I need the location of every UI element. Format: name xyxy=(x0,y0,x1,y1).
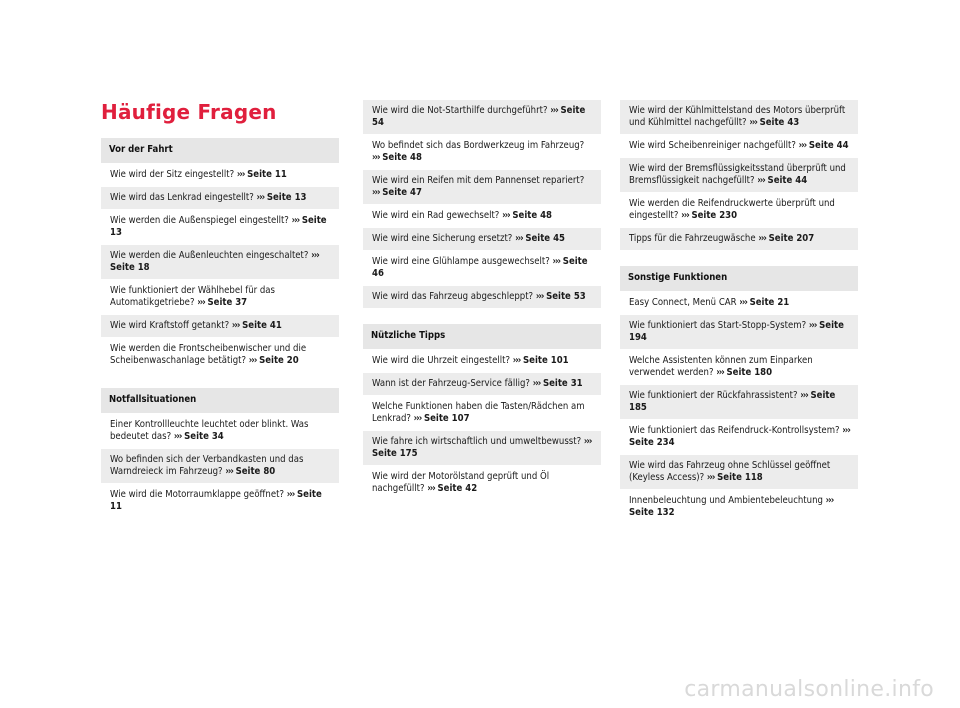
faq-item[interactable] xyxy=(101,484,339,518)
section-header: Nützliche Tipps xyxy=(363,324,601,349)
faq-item[interactable] xyxy=(363,228,601,250)
faq-item[interactable] xyxy=(620,158,858,192)
page-ref-arrow-icon: ››› xyxy=(706,472,715,483)
faq-question: Wie werden die Frontscheibenwischer und die Scheibenwaschanlage betätigt? xyxy=(110,343,307,366)
page-ref-arrow-icon: ››› xyxy=(583,436,592,447)
faq-section xyxy=(620,266,858,524)
faq-item[interactable] xyxy=(363,251,601,285)
faq-item[interactable] xyxy=(620,315,858,349)
page-ref-arrow-icon: ››› xyxy=(681,210,689,221)
faq-item[interactable] xyxy=(620,135,858,157)
faq-item[interactable] xyxy=(101,187,339,209)
page-reference-link[interactable]: Seite 20 xyxy=(259,355,299,366)
faq-item[interactable] xyxy=(363,396,601,430)
page-ref-arrow-icon: ››› xyxy=(372,152,380,163)
page-ref-arrow-icon: ››› xyxy=(532,378,541,389)
column-3 xyxy=(620,100,858,540)
section-header: Sonstige Funktionen xyxy=(620,266,858,291)
faq-item[interactable] xyxy=(101,338,339,372)
faq-item[interactable] xyxy=(620,455,858,489)
faq-section xyxy=(101,138,339,372)
page-reference-link[interactable]: Seite 185 xyxy=(629,390,836,413)
page-ref-arrow-icon: ››› xyxy=(739,297,747,308)
page-ref-arrow-icon: ››› xyxy=(798,140,807,151)
page-reference-link[interactable]: Seite 207 xyxy=(768,233,815,244)
page-reference-link[interactable]: Seite 11 xyxy=(247,169,287,180)
page-reference-link[interactable]: Seite 45 xyxy=(525,233,565,244)
page-ref-arrow-icon: ››› xyxy=(197,297,205,308)
page-ref-arrow-icon: ››› xyxy=(413,413,422,424)
faq-section xyxy=(363,324,601,500)
page-ref-arrow-icon: ››› xyxy=(291,215,300,226)
faq-question: Wie wird ein Reifen mit dem Pannenset repariert? xyxy=(372,175,585,186)
faq-question: Wie wird eine Sicherung ersetzt? xyxy=(372,233,513,244)
page-ref-arrow-icon: ››› xyxy=(173,431,182,442)
page-reference-link[interactable]: Seite 43 xyxy=(759,117,800,128)
faq-item[interactable] xyxy=(363,205,601,227)
column-2 xyxy=(363,100,601,516)
page-title: Häufige Fragen xyxy=(101,100,277,124)
faq-question: Wie werden die Reifendruckwerte überprüft und eingestellt? xyxy=(629,198,835,221)
faq-item[interactable] xyxy=(620,420,858,454)
faq-question: Tipps für die Fahrzeugwäsche xyxy=(629,233,756,244)
faq-question: Wie wird der Motorölstand geprüft und Öl nachgefüllt? xyxy=(372,471,550,494)
section-header: Notfallsituationen xyxy=(101,388,339,413)
faq-question: Wie wird der Kühlmittelstand des Motors überprüft und Kühlmittel nachgefüllt? xyxy=(629,105,846,128)
faq-question: Wie wird das Fahrzeug abgeschleppt? xyxy=(372,291,534,302)
faq-question: Einer Kontrollleuchte leuchtet oder blinkt. Was bedeutet das? xyxy=(110,419,309,442)
faq-question: Wie wird die Motorraumklappe geöffnet? xyxy=(110,489,284,500)
faq-section xyxy=(101,388,339,518)
page-ref-arrow-icon: ››› xyxy=(225,466,233,477)
page-ref-arrow-icon: ››› xyxy=(535,291,544,302)
page-reference-link[interactable]: Seite 194 xyxy=(629,320,844,343)
faq-item[interactable] xyxy=(101,164,339,186)
faq-question: Wo befinden sich der Verbandkasten und das Warndreieck im Fahrzeug? xyxy=(110,454,304,477)
faq-item[interactable] xyxy=(101,210,339,244)
page-ref-arrow-icon: ››› xyxy=(842,425,850,436)
page-ref-arrow-icon: ››› xyxy=(757,175,765,186)
page-reference-link[interactable]: Seite 175 xyxy=(372,448,418,459)
faq-question: Wie wird Scheibenreiniger nachgefüllt? xyxy=(629,140,796,151)
faq-item[interactable] xyxy=(363,100,601,134)
page-ref-arrow-icon: ››› xyxy=(758,233,766,244)
faq-item[interactable] xyxy=(363,170,601,204)
faq-item[interactable] xyxy=(101,414,339,448)
faq-item[interactable] xyxy=(101,449,339,483)
page-reference-link[interactable]: Seite 234 xyxy=(629,437,675,448)
watermark: carmanualsonline.info xyxy=(684,677,934,702)
page-reference-link[interactable]: Seite 118 xyxy=(717,472,763,483)
page-reference-link[interactable]: Seite 11 xyxy=(110,489,322,512)
page-reference-link[interactable]: Seite 44 xyxy=(767,175,808,186)
faq-item[interactable] xyxy=(620,350,858,384)
faq-question: Wie funktioniert das Start-Stopp-System? xyxy=(629,320,807,331)
page-reference-link[interactable]: Seite 132 xyxy=(629,507,675,518)
page-reference-link[interactable]: Seite 47 xyxy=(382,187,422,198)
faq-question: Easy Connect, Menü CAR xyxy=(629,297,737,308)
page-reference-link[interactable]: Seite 48 xyxy=(382,152,422,163)
faq-item[interactable] xyxy=(363,286,601,308)
page-reference-link[interactable]: Seite 41 xyxy=(242,320,282,331)
faq-item[interactable] xyxy=(101,245,339,279)
faq-item[interactable] xyxy=(363,373,601,395)
page-reference-link[interactable]: Seite 37 xyxy=(207,297,248,308)
page-reference-link[interactable]: Seite 21 xyxy=(749,297,790,308)
page-reference-link[interactable]: Seite 13 xyxy=(110,215,327,238)
section-header: Vor der Fahrt xyxy=(101,138,339,163)
page-reference-link[interactable]: Seite 48 xyxy=(512,210,552,221)
faq-question: Wie wird die Uhrzeit eingestellt? xyxy=(372,355,511,366)
faq-question: Wie wird eine Glühlampe ausgewechselt? xyxy=(372,256,550,267)
faq-question: Wie wird das Fahrzeug ohne Schlüssel geöffnet (Keyless Access)? xyxy=(629,460,831,483)
faq-section xyxy=(363,100,601,308)
faq-item[interactable] xyxy=(620,385,858,419)
faq-question: Wie werden die Außenleuchten eingeschaltet? xyxy=(110,250,309,261)
page-reference-link[interactable]: Seite 180 xyxy=(726,367,773,378)
faq-item[interactable] xyxy=(620,292,858,314)
page-reference-link[interactable]: Seite 34 xyxy=(184,431,224,442)
faq-item[interactable] xyxy=(620,193,858,227)
page-reference-link[interactable]: Seite 46 xyxy=(372,256,588,279)
faq-item[interactable] xyxy=(620,490,858,524)
faq-question: Wann ist der Fahrzeug-Service fällig? xyxy=(372,378,530,389)
faq-question: Welche Assistenten können zum Einparken verwendet werden? xyxy=(629,355,813,378)
page-ref-arrow-icon: ››› xyxy=(311,250,319,261)
faq-item[interactable] xyxy=(101,280,339,314)
page-reference-link[interactable]: Seite 230 xyxy=(691,210,738,221)
page-ref-arrow-icon: ››› xyxy=(749,117,757,128)
faq-item[interactable] xyxy=(363,135,601,169)
faq-item[interactable] xyxy=(101,315,339,337)
faq-question: Wie wird der Bremsflüssigkeitsstand überprüft und Bremsflüssigkeit nachgefüllt? xyxy=(629,163,846,186)
page-ref-arrow-icon: ››› xyxy=(231,320,240,331)
faq-question: Wie wird die Not-Starthilfe durchgeführt? xyxy=(372,105,548,116)
page-ref-arrow-icon: ››› xyxy=(286,489,295,500)
faq-question: Wo befindet sich das Bordwerkzeug im Fahrzeug? xyxy=(372,140,585,151)
faq-question: Wie wird ein Rad gewechselt? xyxy=(372,210,500,221)
faq-question: Wie werden die Außenspiegel eingestellt? xyxy=(110,215,289,226)
page-ref-arrow-icon: ››› xyxy=(515,233,523,244)
page-reference-link[interactable]: Seite 31 xyxy=(542,378,583,389)
page-ref-arrow-icon: ››› xyxy=(256,192,265,203)
faq-question: Wie funktioniert der Rückfahrassistent? xyxy=(629,390,798,401)
page-reference-link[interactable]: Seite 101 xyxy=(523,355,569,366)
faq-question: Wie wird der Sitz eingestellt? xyxy=(110,169,235,180)
page-reference-link[interactable]: Seite 80 xyxy=(235,466,276,477)
page-ref-arrow-icon: ››› xyxy=(550,105,558,116)
page-reference-link[interactable]: Seite 54 xyxy=(372,105,586,128)
page-ref-arrow-icon: ››› xyxy=(502,210,510,221)
page-reference-link[interactable]: Seite 53 xyxy=(546,291,586,302)
page-ref-arrow-icon: ››› xyxy=(552,256,561,267)
faq-question: Wie funktioniert das Reifendruck-Kontrollsystem? xyxy=(629,425,840,436)
page-ref-arrow-icon: ››› xyxy=(825,495,834,506)
page-ref-arrow-icon: ››› xyxy=(372,187,380,198)
page-ref-arrow-icon: ››› xyxy=(808,320,817,331)
faq-item[interactable] xyxy=(363,466,601,500)
faq-question: Innenbeleuchtung und Ambientebeleuchtung xyxy=(629,495,823,506)
faq-section xyxy=(620,100,858,250)
page-reference-link[interactable]: Seite 44 xyxy=(808,140,849,151)
faq-question: Welche Funktionen haben die Tasten/Rädchen am Lenkrad? xyxy=(372,401,585,424)
column-1 xyxy=(101,138,339,534)
faq-question: Wie wird das Lenkrad eingestellt? xyxy=(110,192,254,203)
faq-item[interactable] xyxy=(620,100,858,134)
page-ref-arrow-icon: ››› xyxy=(236,169,245,180)
page-reference-link[interactable]: Seite 13 xyxy=(266,192,307,203)
page-reference-link[interactable]: Seite 18 xyxy=(110,262,150,273)
faq-question: Wie funktioniert der Wählhebel für das Automatikgetriebe? xyxy=(110,285,275,308)
page-ref-arrow-icon: ››› xyxy=(716,367,724,378)
page-ref-arrow-icon: ››› xyxy=(427,483,435,494)
page-ref-arrow-icon: ››› xyxy=(800,390,808,401)
page-ref-arrow-icon: ››› xyxy=(248,355,257,366)
faq-item[interactable] xyxy=(363,350,601,372)
page-reference-link[interactable]: Seite 107 xyxy=(423,413,470,424)
faq-item[interactable] xyxy=(620,228,858,250)
page-ref-arrow-icon: ››› xyxy=(512,355,521,366)
faq-item[interactable] xyxy=(363,431,601,465)
page-reference-link[interactable]: Seite 42 xyxy=(437,483,478,494)
faq-question: Wie fahre ich wirtschaftlich und umweltbewusst? xyxy=(372,436,582,447)
faq-question: Wie wird Kraftstoff getankt? xyxy=(110,320,230,331)
